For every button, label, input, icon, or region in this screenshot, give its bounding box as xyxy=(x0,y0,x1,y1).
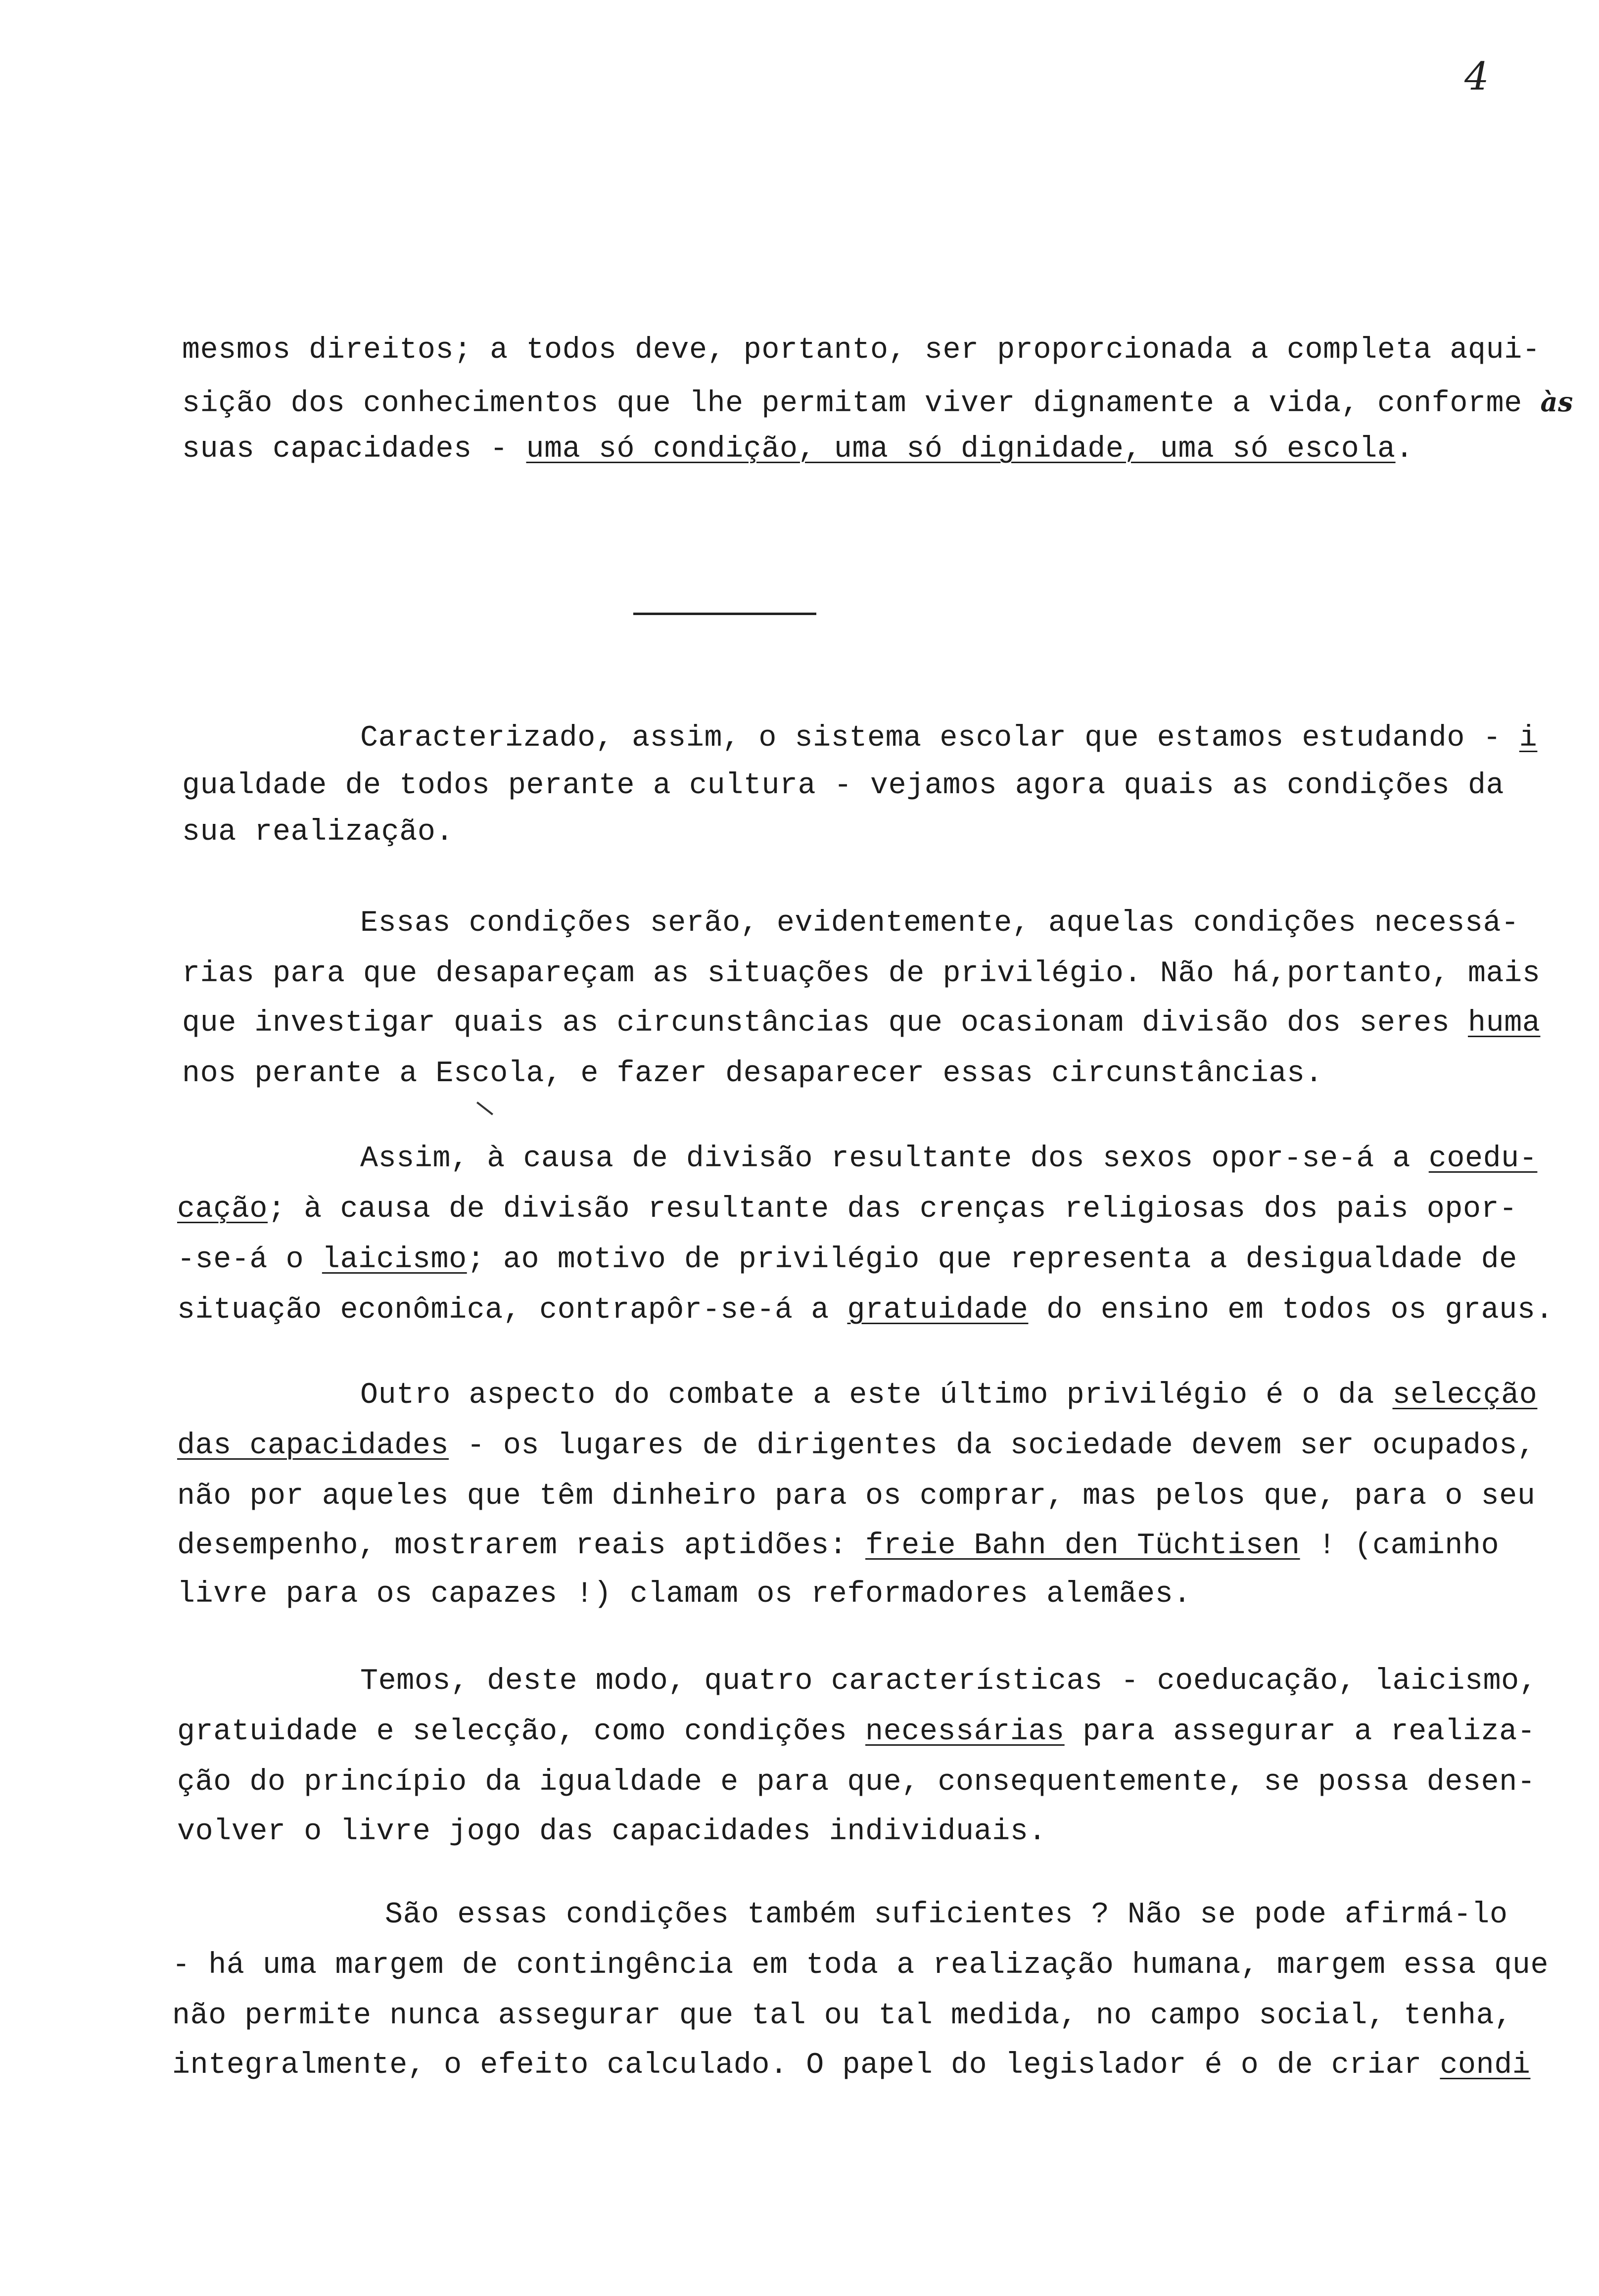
page-number: 4 xyxy=(1464,54,1489,99)
text-line xyxy=(182,425,1413,474)
text-line xyxy=(172,2041,1530,2090)
underlined-phrase: gratuidade xyxy=(847,1293,1029,1327)
text-span: Assim, à causa de divisão resultante dos sexos opor-se-á a xyxy=(360,1142,1429,1176)
text-line xyxy=(177,1521,1499,1571)
underlined-phrase: i xyxy=(1519,721,1538,755)
text-line xyxy=(182,377,1573,429)
underlined-phrase: coedu- xyxy=(1428,1142,1538,1176)
section-divider xyxy=(633,613,816,615)
text-line xyxy=(360,1371,1537,1420)
text-line xyxy=(182,999,1540,1048)
text-span: que investigar quais as circunstâncias que ocasionam divisão dos seres xyxy=(182,1006,1468,1040)
text-span: do ensino em todos os graus. xyxy=(1028,1293,1554,1327)
text-line: Temos, deste modo, quatro características - coeducação, laicismo, xyxy=(360,1665,1538,1698)
text-line xyxy=(177,1421,1535,1471)
text-span: ; ao motivo de privilégio que representa a desigualdade de xyxy=(467,1243,1517,1277)
text-line: São essas condições também suficientes ? Não se pode afirmá-lo xyxy=(385,1898,1508,1932)
text-line xyxy=(177,1235,1517,1285)
text-line xyxy=(360,1134,1537,1184)
text-line: não permite nunca assegurar que tal ou tal medida, no campo social, tenha, xyxy=(172,1999,1512,2033)
text-span: desempenho, mostrarem reais aptidões: xyxy=(177,1529,866,1563)
text-span: - os lugares de dirigentes da sociedade devem ser ocupados, xyxy=(449,1429,1536,1463)
text-line: não por aqueles que têm dinheiro para os comprar, mas pelos que, para o seu xyxy=(177,1480,1536,1513)
underlined-phrase: laicismo xyxy=(322,1243,467,1277)
handwritten-mark xyxy=(476,1101,493,1115)
text-line: sua realização. xyxy=(182,815,454,849)
text-span: para assegurar a realiza- xyxy=(1064,1715,1536,1749)
text-span: ! (caminho xyxy=(1300,1529,1500,1563)
text-span: Caracterizado, assim, o sistema escolar que estamos estudando - xyxy=(360,721,1519,755)
text-span: Outro aspecto do combate a este último privilégio é o da xyxy=(360,1379,1393,1412)
text-span: . xyxy=(1395,432,1414,466)
text-span: suas capacidades - xyxy=(182,432,526,466)
underlined-phrase: das capacidades xyxy=(177,1429,449,1463)
text-line: volver o livre jogo das capacidades individuais. xyxy=(177,1815,1047,1849)
text-span: sição dos conhecimentos que lhe permitam viver dignamente a vida, conforme xyxy=(182,387,1541,421)
underlined-phrase: uma só condição, uma só dignidade, uma só escola xyxy=(526,432,1396,466)
text-line: gualdade de todos perante a cultura - vejamos agora quais as condições da xyxy=(182,769,1505,803)
text-line xyxy=(177,1286,1553,1335)
underlined-phrase: freie Bahn den Tüchtisen xyxy=(865,1529,1300,1563)
text-line xyxy=(177,1185,1517,1234)
text-span: ; à causa de divisão resultante das crenças religiosas dos pais opor- xyxy=(268,1193,1517,1226)
underlined-phrase: selecção xyxy=(1392,1379,1538,1412)
text-line xyxy=(360,714,1537,763)
text-span: integralmente, o efeito calculado. O papel do legislador é o de criar xyxy=(172,2049,1440,2082)
text-line xyxy=(177,1707,1535,1757)
text-line: mesmos direitos; a todos deve, portanto, ser proporcionada a completa aqui- xyxy=(182,334,1541,367)
underlined-phrase: huma xyxy=(1468,1006,1541,1040)
text-line: rias para que desapareçam as situações de privilégio. Não há,portanto, mais xyxy=(182,957,1541,991)
handwritten-correction: às xyxy=(1540,386,1574,418)
text-line: - há uma margem de contingência em toda a realização humana, margem essa que xyxy=(172,1949,1549,1982)
text-span: situação econômica, contrapôr-se-á a xyxy=(177,1293,847,1327)
underlined-phrase: condi xyxy=(1440,2049,1531,2082)
text-line: nos perante a Escola, e fazer desaparecer essas circunstâncias. xyxy=(182,1057,1323,1091)
underlined-phrase: necessárias xyxy=(865,1715,1065,1749)
text-line: ção do princípio da igualdade e para que, consequentemente, se possa desen- xyxy=(177,1766,1536,1799)
text-span: gratuidade e selecção, como condições xyxy=(177,1715,866,1749)
text-span: -se-á o xyxy=(177,1243,322,1277)
text-line: Essas condições serão, evidentemente, aquelas condições necessá- xyxy=(360,907,1519,940)
text-line: livre para os capazes !) clamam os reformadores alemães. xyxy=(177,1578,1191,1611)
underlined-phrase: cação xyxy=(177,1193,268,1226)
